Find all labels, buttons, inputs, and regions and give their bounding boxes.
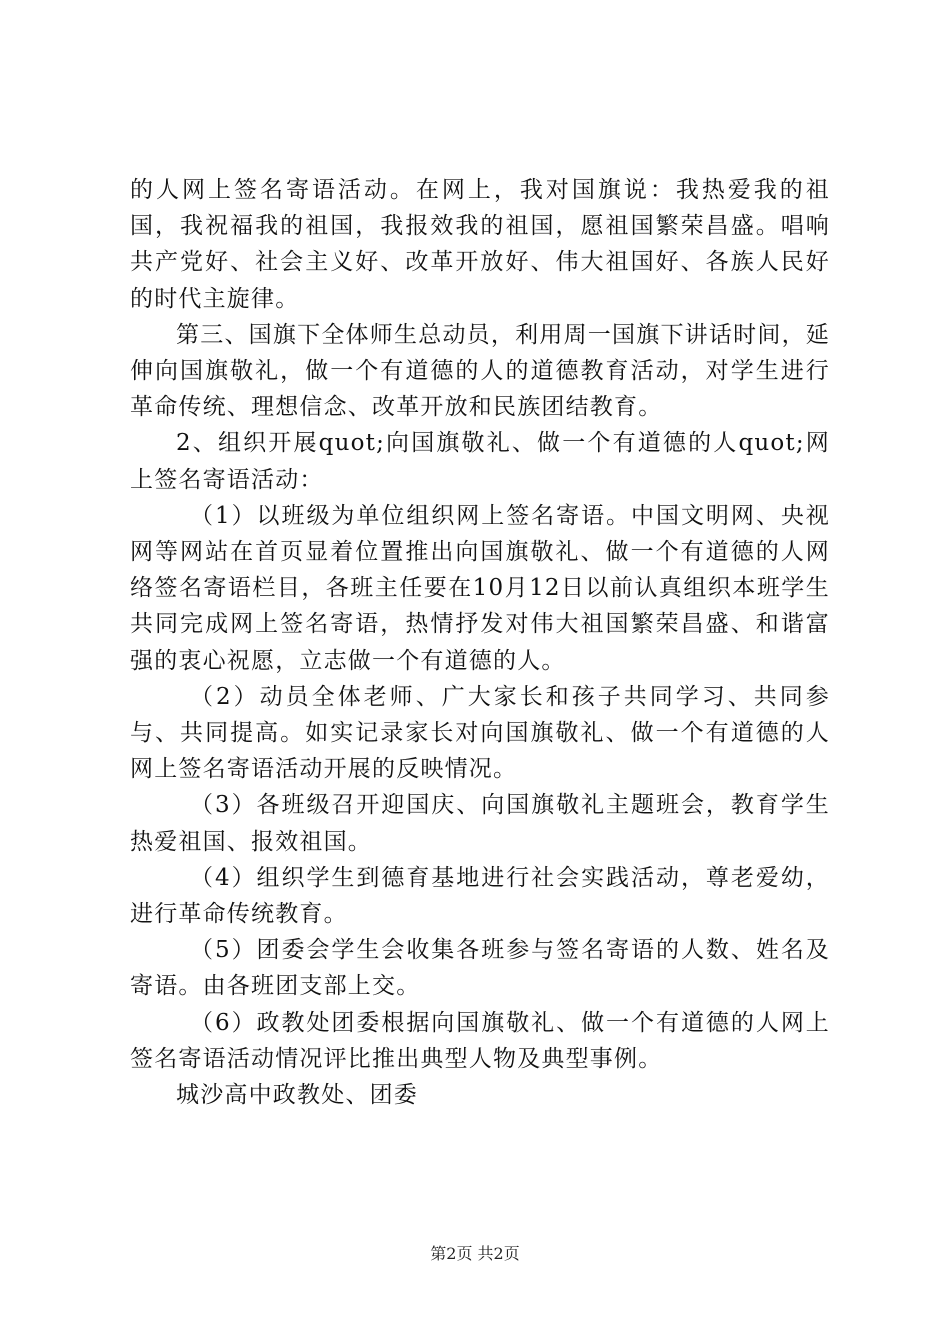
- page-number-footer: 第2页 共2页: [430, 1244, 520, 1263]
- paragraph-section-2-heading: 2、组织开展quot;向国旗敬礼、做一个有道德的人quot;网上签名寄语活动：: [130, 430, 830, 493]
- paragraph-item-3: （3）各班级召开迎国庆、向国旗敬礼主题班会，教育学生热爱祖国、报效祖国。: [130, 792, 830, 855]
- paragraph-item-4: （4）组织学生到德育基地进行社会实践活动，尊老爱幼，进行革命传统教育。: [130, 864, 830, 928]
- signature-line: 城沙高中政教处、团委: [176, 1082, 418, 1109]
- paragraph-item-1: （1）以班级为单位组织网上签名寄语。中国文明网、央视网等网站在首页显着位置推出向国旗敬礼、做一个有道德的人网络签名寄语栏目，各班主任要在10月12日以前认真组织本班学生共同完成网上签名寄语，热情抒发对伟大祖国繁荣昌盛、和谐富强的衷心祝愿，立志做一个有道德的人。: [130, 502, 830, 674]
- paragraph-item-5: （5）团委会学生会收集各班参与签名寄语的人数、姓名及寄语。由各班团支部上交。: [130, 937, 830, 1000]
- paragraph-continuation: 的人网上签名寄语活动。在网上，我对国旗说：我热爱我的祖国，我祝福我的祖国，我报效我的祖国，愿祖国繁荣昌盛。唱响共产党好、社会主义好、改革开放好、伟大祖国好、各族人民好的时代主旋律。: [130, 177, 830, 312]
- paragraph-third-mobilization: 第三、国旗下全体师生总动员，利用周一国旗下讲话时间，延伸向国旗敬礼，做一个有道德的人的道德教育活动，对学生进行革命传统、理想信念、改革开放和民族团结教育。: [130, 321, 830, 421]
- document-body: [130, 172, 830, 1113]
- paragraph-item-2: （2）动员全体老师、广大家长和孩子共同学习、共同参与、共同提高。如实记录家长对向国旗敬礼、做一个有道德的人网上签名寄语活动开展的反映情况。: [130, 683, 830, 783]
- paragraph-item-6: （6）政教处团委根据向国旗敬礼、做一个有道德的人网上签名寄语活动情况评比推出典型人物及典型事例。: [130, 1009, 830, 1072]
